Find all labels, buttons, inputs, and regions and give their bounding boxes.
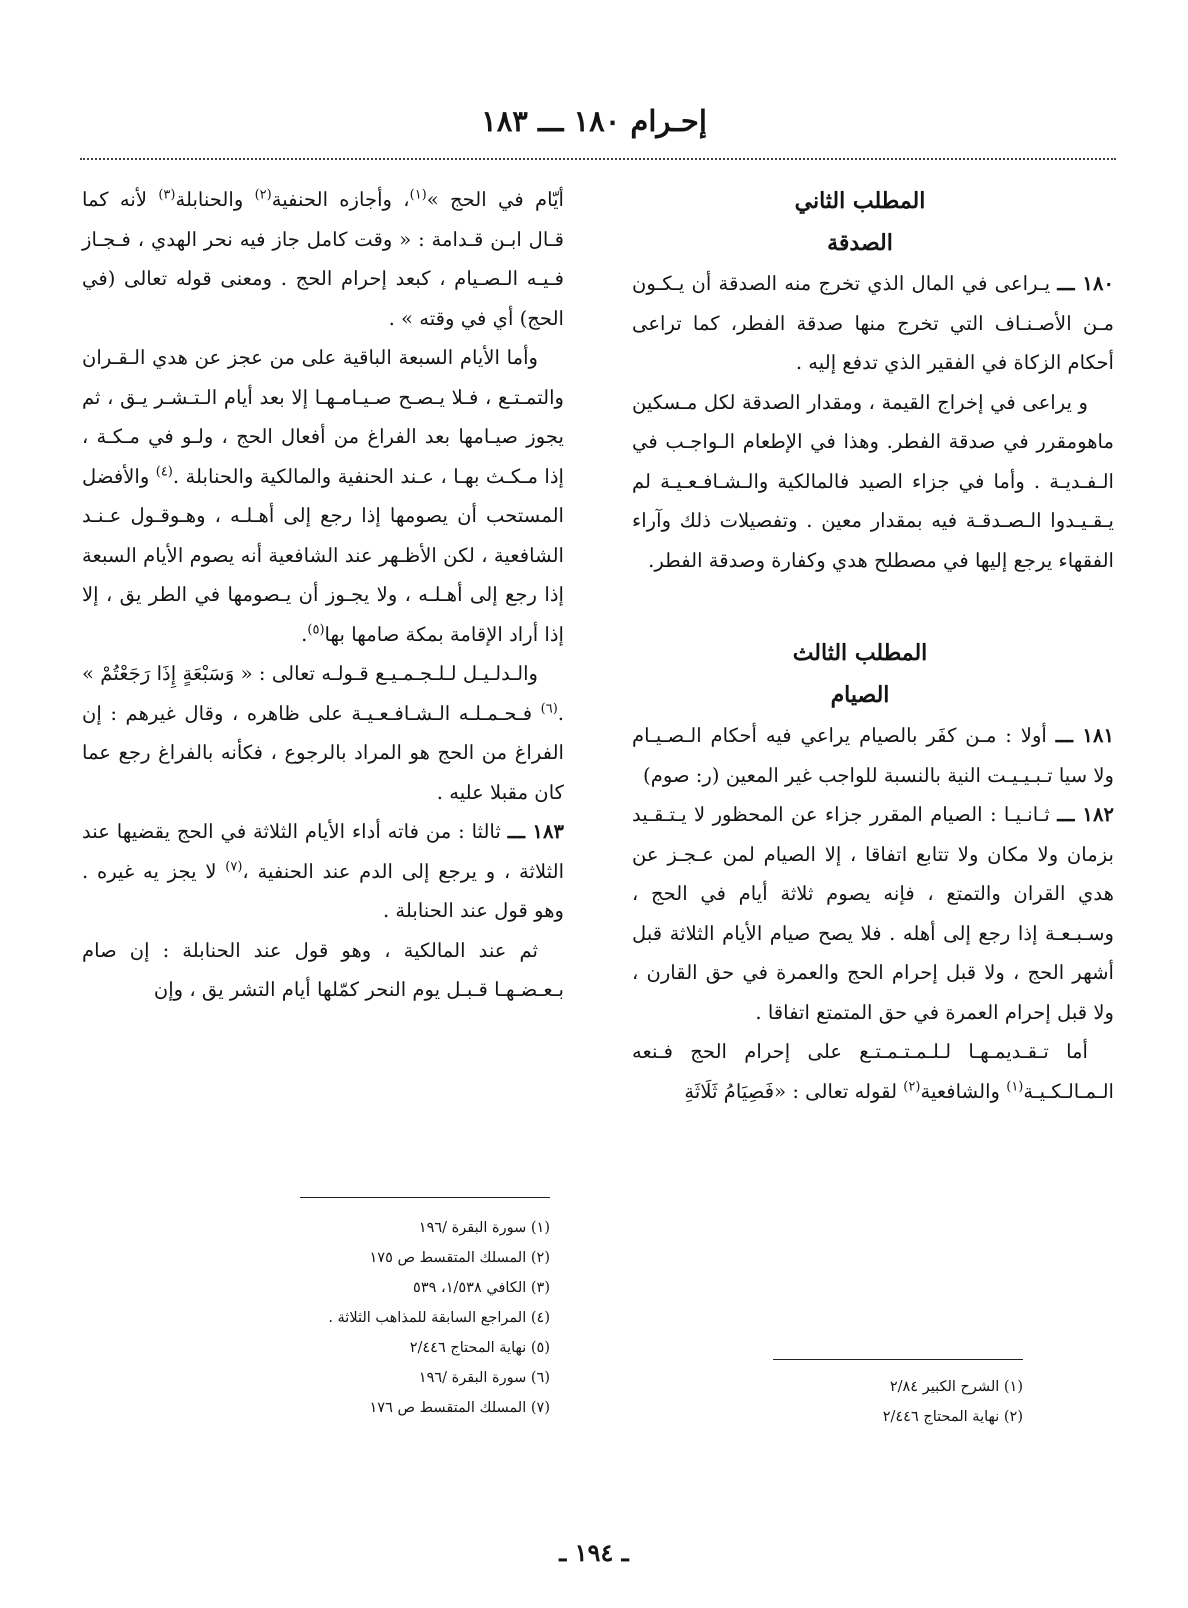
paragraph: ثم عند المالكية ، وهو قول عند الحنابلة : إن صام بـعـضـهـا قـبـل يوم النحر كمّلها أيام التشر يق ، وإن	[82, 938, 564, 1001]
header-divider	[80, 158, 1116, 160]
paragraph-number: ١٨٠ ـــ	[1057, 272, 1114, 295]
footnotes-left	[220, 1213, 550, 1423]
footnote: (٢) المسلك المتقسط ص ١٧٥	[369, 1250, 550, 1266]
running-header: إحـرام ١٨٠ ـــ ١٨٣	[481, 104, 707, 138]
paragraph-text: يـراعى في المال الذي تخرج منه الصدقة أن يـكـون مـن الأصـنـاف التي تخرج منها صدقة الفطر، كما تراعى أحكام الزكاة في الفقير الذي تدفع إليه .	[632, 272, 1114, 374]
page-number: ـ ١٩٤ ـ	[559, 1538, 629, 1567]
footnote: (٢) نهاية المحتاج ٢/٤٤٦	[882, 1409, 1023, 1425]
section-heading: المطلب الثالث	[792, 640, 928, 666]
paragraph-number: ١٨٢ ـــ	[1057, 803, 1114, 826]
footnotes-right	[693, 1372, 1023, 1432]
footnote-divider	[300, 1197, 550, 1198]
paragraph-text: لقوله تعالى : «فَصِيَامُ ثَلَاثَةِ	[684, 1079, 904, 1103]
paragraph	[82, 654, 564, 812]
footnote-ref[interactable]: (٣)	[158, 187, 176, 203]
footnote-ref[interactable]: (٢)	[254, 187, 272, 203]
paragraph: و يراعى في إخراج القيمة ، ومقدار الصدقة لكل مـسكين ماهومقرر في صدقة الفطر. وهذا في الإطعام الـواجـب في الـفـديـة . وأما في جزاء الصيد فالمالكية والـشـافـعـيـة لم يـقـيـدوا الـصـدقـة فيه بمقدار معين . وتفصيلات ذلك وآراء الفقهاء يرجع إليها في مصطلح هدي وكفارة وصدقة الفطر.	[632, 390, 1114, 572]
footnote-ref[interactable]: (٤)	[155, 463, 173, 479]
footnote-ref[interactable]: (١)	[1006, 1078, 1024, 1094]
paragraph	[82, 180, 564, 338]
footnote: (١) الشرح الكبير ٢/٨٤	[889, 1379, 1023, 1395]
left-column	[82, 180, 564, 1010]
footnote: (٣) الكافي ١/٥٣٨، ٥٣٩	[413, 1280, 550, 1296]
paragraph	[632, 1032, 1114, 1111]
paragraph-text: .	[301, 622, 308, 646]
paragraph	[632, 264, 1114, 383]
paragraph-text: ثـانـيـا : الصيام المقرر جزاء عن المحظور لا يـتـقـيد بزمان ولا مكان ولا تتابع اتفاقا ، إلا الصيام لمن عـجـز عن هدي القران والتمتع ، فإنه يصوم ثلاثة أيام في الحج ، وسـبـعـة إذا رجع إلى أهله . فلا يصح صيام الأيام الثلاثة قبل أشهر الحج ، ولا قبل إحرام الحج والعمرة في حق القارن ، ولا قبل إحرام العمرة في حق المتمتع اتفاقا .	[632, 803, 1114, 1024]
footnote-ref[interactable]: (٢)	[903, 1078, 921, 1094]
footnote: (٥) نهاية المحتاج ٢/٤٤٦	[409, 1340, 550, 1356]
paragraph-text: والحنابلة	[175, 188, 255, 211]
paragraph	[82, 338, 564, 654]
paragraph-text: أما تـقـديمـهـا لـلـمـتـمـتـع على إحرام الحج فـنعه الـمـالـكـيـة	[632, 1040, 1114, 1103]
footnote: (٧) المسلك المتقسط ص ١٧٦	[369, 1400, 550, 1416]
paragraph-number: ١٨١ ـــ	[1055, 724, 1114, 747]
footnote: (٦) سورة البقرة /١٩٦	[418, 1370, 550, 1386]
footnote-ref[interactable]: (٥)	[307, 621, 325, 637]
footnote-ref[interactable]: (٧)	[225, 858, 243, 874]
paragraph-text: وأما الأيام السبعة الباقية على من عجز عن هدي الـقـران والتمـتـع ، فـلا يـصـح صـيـامـهـا إلا بعد أيام الـتـشـر يـق ، ثم يجوز صيـامها بعد الفراغ من أفعال الحج ، ولـو في مـكـة ، إذا مـكـث بهـا ، عـند الحنفية والمالكية والحنابلة .	[82, 346, 564, 488]
right-column	[632, 180, 1114, 1111]
paragraph-text: ، وأجازه الحنفية	[271, 188, 410, 211]
paragraph-text: والـدلـيـل لـلـجـمـيـع قـولـه تعالى : « وَسَبْعَةٍ إِذَا رَجَعْتُمْ » .	[82, 662, 564, 725]
paragraph-number: ١٨٣ ـــ	[507, 820, 564, 843]
paragraph-text: فـحـمـلـه الـشـافـعـيـة على ظاهره ، وقال غيرهم : إن الفراغ من الحج هو المراد بالرجوع ، فكأنه بالفراغ رجع عما كان مقبلا عليه .	[82, 701, 564, 804]
paragraph-text: والشافعية	[920, 1079, 1007, 1103]
paragraph	[632, 716, 1114, 795]
paragraph-text: أيّام في الحج »	[426, 188, 564, 211]
paragraph-text: ثالثا : من فاته أداء الأيام الثلاثة في الحج يقضيها عند الثلاثة ، و يرجع إلى الدم عند الحنفية ،	[82, 820, 565, 883]
paragraph-text: لأنه كما قـال ابـن قـدامة : « وقت كامل جاز فيه نحر الهدي ، فـجـاز فـيـه الـصـيام ، كبعد إحرام الحج . ومعنى قوله تعالى (في الحج) أي في وقته » .	[82, 188, 564, 330]
footnote: (٤) المراجع السابقة للمذاهب الثلاثة .	[328, 1310, 550, 1326]
paragraph	[82, 812, 564, 931]
footnote-ref[interactable]: (١)	[409, 187, 427, 203]
section-heading: المطلب الثاني	[794, 188, 926, 214]
paragraph-text: والأفضل المستحب أن يصومها إذا رجع إلى أهـلـه ، وهـوقـول عـنـد الشافعية ، لكن الأظـهر عند الشافعية أنه يصوم الأيام السبعة إذا رجع إلى أهـلـه ، ولا يجـوز أن يـصومها في الطر يق ، إلا إذا أراد الإقامة بمكة صامها بها	[82, 464, 564, 646]
footnote-ref[interactable]: (٦)	[540, 700, 558, 716]
section-subheading: الصدقة	[827, 230, 893, 256]
footnote: (١) سورة البقرة /١٩٦	[418, 1220, 550, 1236]
section-subheading: الصيام	[830, 682, 890, 708]
paragraph	[632, 795, 1114, 1032]
footnote-divider	[773, 1359, 1023, 1360]
paragraph-text: أولا : مـن كفَر بالصيام يراعي فيه أحكام الـصـيـام ولا سيا تـبـيـيـت النية بالنسبة للواجب غير المعين (ر: صوم)	[632, 724, 1114, 787]
paragraph-text: لا يجز يه غيره . وهو قول عند الحنابلة .	[82, 859, 564, 922]
